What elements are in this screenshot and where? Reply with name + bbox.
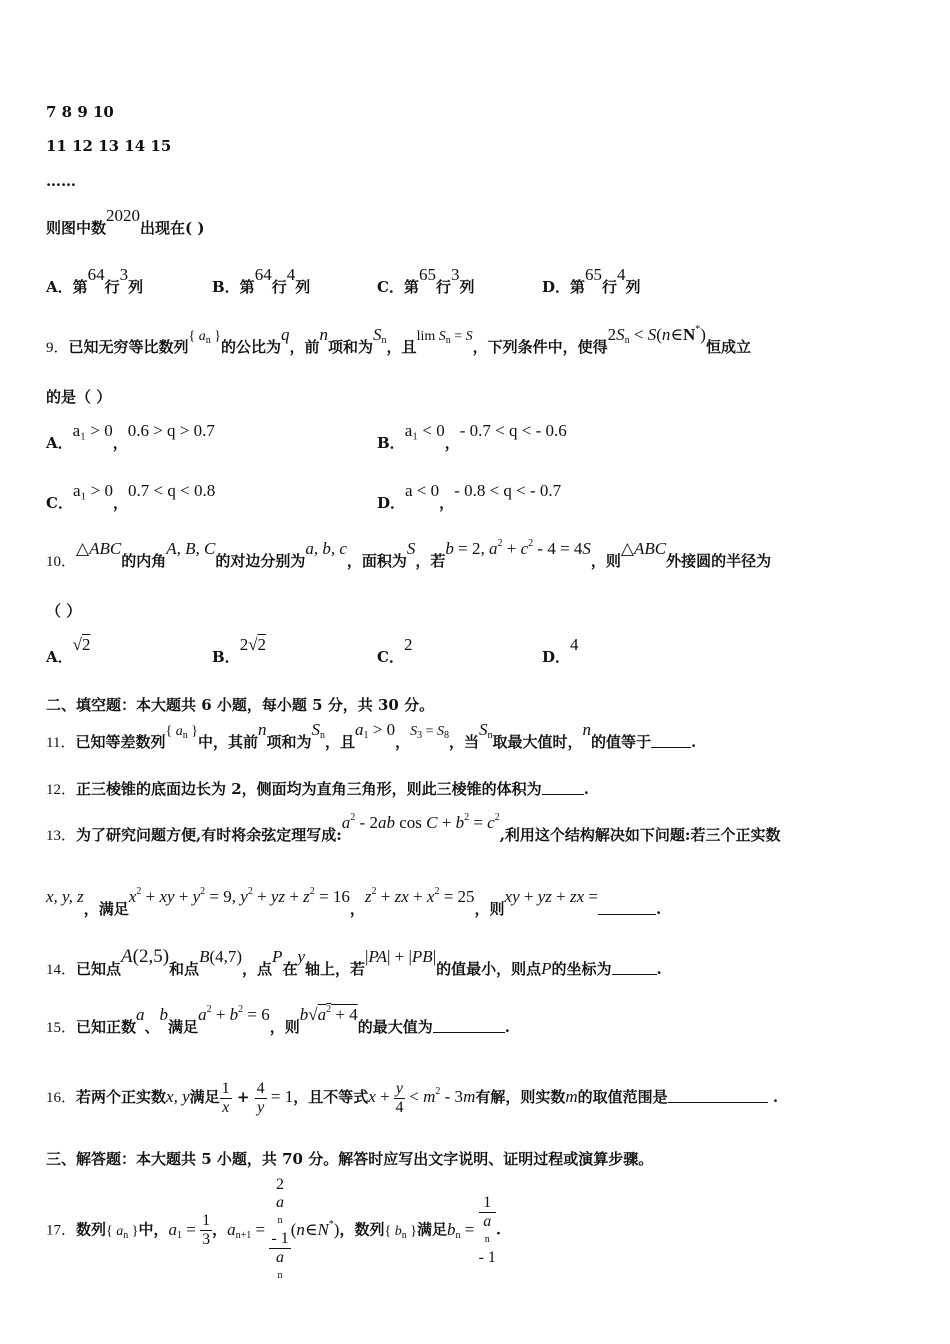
q8-option-a[interactable]: A．第64行3列 [46, 265, 144, 296]
q11-stem: 11．已知等差数列{ $a_n$ }中，其前n项和为$S_n$，且$a_1 > 0$，$S_3 = S_8$，当$S_n$取最大值时，n的值等于 . [46, 720, 697, 751]
q8-number: 2020 [106, 206, 141, 225]
section-3-heading: 三、解答题：本大题共 5 小题，共 70 分。解答时应写出文字说明、证明过程或演算步骤。 [46, 1150, 654, 1168]
q14-stem: 14．已知点A(2,5)和点B(4,7)，点P在y轴上，若|PA| + |PB|的值最小，则点P的坐标为 . [46, 946, 662, 978]
q8-text-a: 则图中数 [46, 219, 107, 237]
q8-option-c[interactable]: C．第65行3列 [377, 265, 475, 296]
q13-stem-line2: x, y, z，满足$x^2$ + xy + $y^2 = 9$, $y^2$ + yz + $z^2 = 16$，$z^2$ + zx + $x^2 = 25$，则xy + yz + zx =. [46, 886, 662, 918]
q9-stem-line2: 的是（ ） [46, 388, 112, 406]
q13-stem: 13．为了研究问题方便,有时将余弦定理写成$:a^2 - 2ab$ $\cos C + b^2 = c^2$,利用这个结构解决如下问题:若三个正实数 [46, 812, 781, 844]
q9-option-b[interactable]: B．a₁ < 0，- 0.7 < q < - 0.6 [377, 421, 567, 452]
q9-option-a[interactable]: A．a₁ > 0，0.6 > q > 0.7 [46, 421, 215, 452]
q15-answer-blank[interactable] [433, 1020, 505, 1033]
q16-answer-blank[interactable] [668, 1090, 768, 1103]
q8-text-b: 出现在( ) [140, 219, 205, 237]
q8-option-d[interactable]: D．第65行4列 [542, 265, 641, 296]
triangle-row-11: 11 12 13 14 15 [46, 137, 172, 155]
q10-paren: （ ） [46, 602, 82, 620]
q10-stem: 10．△ABC的内角A, B, C的对边分别为a, b, c，面积为S，若b = 2, $a^2 + c^2 - 4 = 4S$，则△ABC外接圆的半径为 [46, 538, 772, 570]
triangle-row-7: 7 8 9 10 [46, 103, 114, 121]
q8-option-b[interactable]: B．第64行4列 [212, 265, 311, 296]
q10-option-b[interactable]: B．2√2 [212, 635, 267, 666]
q9-stem: 9．已知无穷等比数列{ $a_n$ }的公比为q，前n项和为$S_n$，且$\lim S_n = S$，下列条件中，使得$2S_n$ < S(n∈N*)恒成立 [46, 324, 751, 356]
q10-option-c[interactable]: C．2 [377, 635, 413, 666]
q9-option-c[interactable]: C．a₁ > 0，0.7 < q < 0.8 [46, 481, 216, 512]
q8-stem [46, 206, 205, 238]
q14-answer-blank[interactable] [612, 962, 657, 975]
q11-answer-blank[interactable] [651, 735, 691, 748]
q16-stem: 16．若两个正实数x, y满足 $\frac{1}{x}$ + $\frac{4}{y}$ = 1，且不等式x + $\frac{y}{4}$ < $m^2 - 3m$有解，则实数m的取值范围是 . [46, 1079, 779, 1116]
q13-answer-blank[interactable] [598, 902, 656, 915]
q17-stem: 17．数列{ $a_n$ }中，$a_1$ = $\frac{1}{3}$ ，$a_{n+1}$ = 2 a n - 1 a n (n∈N*)，数列{ $b_n$ }满足$b_n$ = 1 a n - 1 . [46, 1176, 502, 1281]
triangle-dots: …… [46, 172, 76, 190]
q12-stem: 12．正三棱锥的底面边长为 2，侧面均为直角三角形，则此三棱锥的体积为 . [46, 780, 589, 798]
q12-answer-blank[interactable] [542, 782, 584, 795]
section-2-heading: 二、填空题：本大题共 6 小题，每小题 5 分，共 30 分。 [46, 696, 435, 714]
q9-option-d[interactable]: D．a < 0，- 0.8 < q < - 0.7 [377, 481, 562, 512]
q15-stem: 15．已知正数a、b满足$a^2 + b^2 = 6$，则$b√a^2 + 4$的最大值为 . [46, 1004, 510, 1036]
q10-option-a[interactable]: A．√2 [46, 635, 91, 666]
q10-option-d[interactable]: D．4 [542, 635, 579, 666]
